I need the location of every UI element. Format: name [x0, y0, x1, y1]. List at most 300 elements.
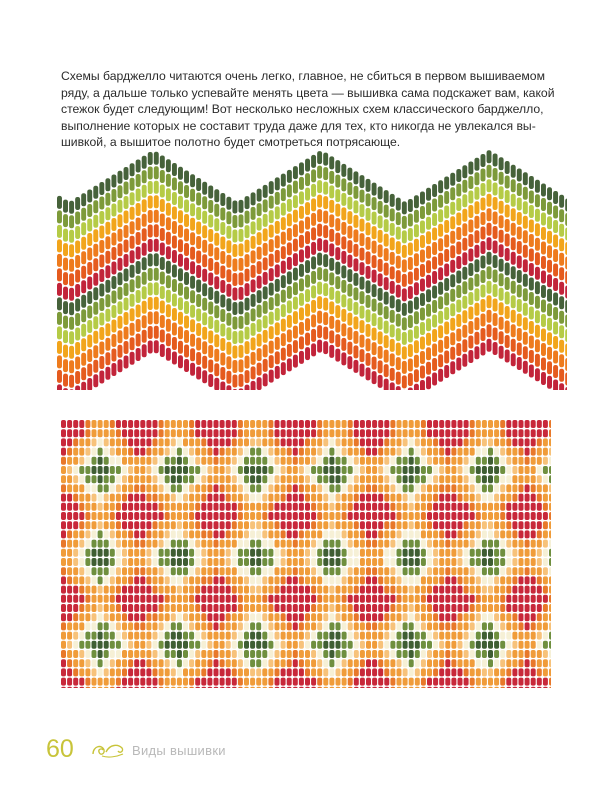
diamond-stitch	[464, 420, 469, 428]
diamond-stitch	[189, 567, 194, 575]
diamond-stitch	[494, 632, 499, 640]
diamond-stitch	[275, 475, 280, 483]
diamond-stitch	[134, 604, 139, 612]
diamond-stitch	[232, 530, 237, 538]
diamond-stitch	[500, 659, 505, 667]
diamond-stitch	[439, 604, 444, 612]
diamond-stitch	[366, 457, 371, 465]
diamond-stitch	[140, 622, 145, 630]
diamond-stitch	[67, 659, 72, 667]
diamond-stitch	[323, 540, 328, 548]
chevron-stitch	[481, 256, 486, 269]
diamond-stitch	[427, 503, 432, 511]
diamond-stitch	[470, 576, 475, 584]
diamond-stitch	[207, 466, 212, 474]
chevron-stitch	[505, 175, 510, 188]
diamond-stitch	[512, 576, 517, 584]
diamond-stitch	[360, 567, 365, 575]
diamond-stitch	[360, 558, 365, 566]
diamond-stitch	[519, 576, 524, 584]
diamond-stitch	[79, 567, 84, 575]
diamond-stitch	[470, 503, 475, 511]
chevron-stitch	[499, 172, 504, 185]
diamond-stitch	[293, 429, 298, 437]
diamond-stitch	[445, 687, 450, 688]
diamond-stitch	[189, 641, 194, 649]
chevron-stitch	[408, 388, 413, 390]
diamond-stitch	[525, 549, 530, 557]
diamond-stitch	[506, 503, 511, 511]
chevron-stitch	[547, 187, 552, 200]
diamond-stitch	[348, 475, 353, 483]
diamond-stitch	[366, 429, 371, 437]
diamond-stitch	[397, 595, 402, 603]
chevron-stitch	[142, 185, 147, 198]
diamond-stitch	[153, 512, 158, 520]
chevron-stitch	[263, 344, 268, 357]
chevron-stitch	[142, 199, 147, 212]
chevron-stitch	[541, 358, 546, 371]
chevron-stitch	[257, 363, 262, 376]
diamond-stitch	[470, 530, 475, 538]
chevron-stitch	[81, 280, 86, 293]
chevron-stitch	[553, 322, 558, 335]
chevron-stitch	[281, 261, 286, 274]
diamond-stitch	[268, 650, 273, 658]
chevron-stitch	[305, 217, 310, 230]
diamond-stitch	[512, 558, 517, 566]
diamond-stitch	[195, 668, 200, 676]
diamond-stitch	[403, 576, 408, 584]
diamond-stitch	[146, 438, 151, 446]
diamond-stitch	[189, 512, 194, 520]
diamond-stitch	[299, 576, 304, 584]
chevron-stitch	[462, 194, 467, 207]
diamond-stitch	[445, 678, 450, 686]
diamond-stitch	[79, 512, 84, 520]
diamond-stitch	[372, 576, 377, 584]
chevron-stitch	[269, 239, 274, 252]
diamond-stitch	[226, 668, 231, 676]
diamond-stitch	[506, 650, 511, 658]
diamond-stitch	[122, 420, 127, 428]
diamond-stitch	[427, 438, 432, 446]
chevron-stitch	[87, 190, 92, 203]
diamond-stitch	[85, 641, 90, 649]
chevron-stitch	[353, 244, 358, 257]
diamond-stitch	[519, 687, 524, 688]
diamond-stitch	[348, 567, 353, 575]
diamond-stitch	[494, 687, 499, 688]
diamond-stitch	[293, 650, 298, 658]
chevron-stitch	[523, 332, 528, 345]
chevron-stitch	[432, 184, 437, 197]
diamond-stitch	[525, 687, 530, 688]
diamond-stitch	[470, 604, 475, 612]
diamond-stitch	[287, 494, 292, 502]
diamond-stitch	[543, 650, 548, 658]
diamond-stitch	[79, 595, 84, 603]
diamond-stitch	[165, 438, 170, 446]
diamond-stitch	[214, 659, 219, 667]
diamond-stitch	[183, 484, 188, 492]
chevron-stitch	[360, 190, 365, 203]
chevron-stitch	[148, 312, 153, 325]
diamond-stitch	[543, 604, 548, 612]
diamond-stitch	[262, 429, 267, 437]
chevron-stitch	[239, 287, 244, 300]
diamond-stitch	[470, 448, 475, 456]
diamond-stitch	[67, 438, 72, 446]
chevron-stitch	[565, 387, 567, 390]
diamond-stitch	[421, 466, 426, 474]
diamond-stitch	[189, 448, 194, 456]
diamond-stitch	[116, 678, 121, 686]
chevron-stitch	[239, 345, 244, 358]
chevron-stitch	[541, 300, 546, 313]
diamond-stitch	[372, 632, 377, 640]
diamond-stitch	[323, 613, 328, 621]
diamond-stitch	[427, 632, 432, 640]
diamond-stitch	[67, 632, 72, 640]
diamond-stitch	[427, 650, 432, 658]
diamond-stitch	[549, 457, 551, 465]
chevron-stitch	[154, 210, 159, 223]
diamond-stitch	[220, 521, 225, 529]
diamond-stitch	[464, 595, 469, 603]
diamond-stitch	[488, 659, 493, 667]
chevron-stitch	[444, 351, 449, 364]
diamond-stitch	[366, 466, 371, 474]
diamond-stitch	[262, 613, 267, 621]
diamond-stitch	[214, 512, 219, 520]
diamond-stitch	[134, 632, 139, 640]
diamond-stitch	[140, 429, 145, 437]
diamond-stitch	[445, 632, 450, 640]
diamond-stitch	[476, 650, 481, 658]
chevron-stitch	[317, 267, 322, 280]
diamond-stitch	[171, 540, 176, 548]
diamond-stitch	[177, 521, 182, 529]
diamond-stitch	[543, 503, 548, 511]
diamond-stitch	[384, 438, 389, 446]
diamond-stitch	[61, 687, 66, 688]
diamond-stitch	[110, 448, 115, 456]
chevron-stitch	[184, 214, 189, 227]
chevron-stitch	[226, 284, 231, 297]
diamond-stitch	[207, 567, 212, 575]
diamond-stitch	[506, 484, 511, 492]
diamond-stitch	[287, 549, 292, 557]
diamond-stitch	[116, 595, 121, 603]
diamond-stitch	[439, 503, 444, 511]
diamond-stitch	[67, 530, 72, 538]
diamond-stitch	[299, 641, 304, 649]
chevron-stitch	[196, 236, 201, 249]
diamond-stitch	[67, 558, 72, 566]
diamond-stitch	[171, 595, 176, 603]
chevron-stitch	[402, 361, 407, 374]
diamond-stitch	[98, 512, 103, 520]
chevron-stitch	[305, 231, 310, 244]
diamond-stitch	[79, 448, 84, 456]
diamond-stitch	[384, 549, 389, 557]
diamond-stitch	[85, 567, 90, 575]
diamond-stitch	[116, 494, 121, 502]
diamond-stitch	[415, 549, 420, 557]
diamond-stitch	[415, 438, 420, 446]
diamond-stitch	[250, 659, 255, 667]
chevron-stitch	[438, 224, 443, 237]
diamond-stitch	[409, 549, 414, 557]
diamond-stitch	[104, 576, 109, 584]
chevron-stitch	[299, 336, 304, 349]
diamond-stitch	[488, 668, 493, 676]
diamond-stitch	[531, 494, 536, 502]
chevron-stitch	[444, 322, 449, 335]
chevron-stitch	[432, 213, 437, 226]
diamond-stitch	[207, 659, 212, 667]
diamond-stitch	[268, 530, 273, 538]
diamond-stitch	[262, 604, 267, 612]
chevron-stitch	[208, 244, 213, 257]
chevron-stitch	[75, 284, 80, 297]
diamond-stitch	[403, 558, 408, 566]
diamond-stitch	[500, 558, 505, 566]
diamond-stitch	[73, 678, 78, 686]
diamond-stitch	[153, 558, 158, 566]
diamond-stitch	[390, 540, 395, 548]
diamond-stitch	[342, 484, 347, 492]
chevron-stitch	[293, 311, 298, 324]
diamond-stitch	[134, 595, 139, 603]
diamond-stitch	[372, 678, 377, 686]
chevron-stitch	[517, 241, 522, 254]
diamond-stitch	[128, 484, 133, 492]
chevron-stitch	[57, 283, 62, 296]
diamond-stitch	[549, 641, 551, 649]
chevron-stitch	[547, 274, 552, 287]
chevron-stitch	[87, 378, 92, 390]
diamond-stitch	[220, 632, 225, 640]
chevron-stitch	[450, 361, 455, 374]
diamond-stitch	[354, 604, 359, 612]
diamond-stitch	[372, 558, 377, 566]
diamond-stitch	[238, 475, 243, 483]
diamond-stitch	[329, 521, 334, 529]
chevron-stitch	[468, 176, 473, 189]
diamond-stitch	[488, 521, 493, 529]
diamond-stitch	[201, 632, 206, 640]
chevron-stitch	[541, 314, 546, 327]
diamond-stitch	[336, 576, 341, 584]
diamond-stitch	[336, 484, 341, 492]
chevron-stitch	[239, 388, 244, 390]
chevron-stitch	[517, 183, 522, 196]
diamond-stitch	[250, 540, 255, 548]
diamond-stitch	[384, 622, 389, 630]
chevron-stitch	[505, 335, 510, 348]
chevron-stitch	[517, 313, 522, 326]
diamond-stitch	[268, 613, 273, 621]
diamond-stitch	[336, 567, 341, 575]
diamond-stitch	[470, 567, 475, 575]
chevron-stitch	[87, 219, 92, 232]
diamond-stitch	[409, 521, 414, 529]
diamond-stitch	[482, 503, 487, 511]
diamond-stitch	[128, 613, 133, 621]
diamond-stitch	[519, 466, 524, 474]
diamond-stitch	[543, 641, 548, 649]
chevron-stitch	[360, 262, 365, 275]
diamond-stitch	[128, 457, 133, 465]
diamond-stitch	[110, 530, 115, 538]
diamond-stitch	[354, 512, 359, 520]
chevron-stitch	[462, 281, 467, 294]
diamond-stitch	[189, 687, 194, 688]
diamond-stitch	[159, 530, 164, 538]
diamond-stitch	[427, 484, 432, 492]
chevron-stitch	[559, 340, 564, 353]
diamond-stitch	[336, 503, 341, 511]
diamond-stitch	[116, 668, 121, 676]
diamond-stitch	[134, 466, 139, 474]
chevron-stitch	[196, 280, 201, 293]
diamond-stitch	[250, 420, 255, 428]
diamond-stitch	[171, 530, 176, 538]
diamond-stitch	[128, 641, 133, 649]
diamond-stitch	[140, 466, 145, 474]
diamond-stitch	[360, 668, 365, 676]
chevron-stitch	[220, 295, 225, 308]
diamond-stitch	[201, 576, 206, 584]
diamond-stitch	[98, 540, 103, 548]
diamond-stitch	[512, 659, 517, 667]
chevron-stitch	[81, 367, 86, 380]
diamond-stitch	[287, 521, 292, 529]
chevron-stitch	[481, 169, 486, 182]
chevron-stitch	[353, 215, 358, 228]
diamond-stitch	[348, 448, 353, 456]
chevron-stitch	[438, 267, 443, 280]
chevron-stitch	[474, 201, 479, 214]
chevron-stitch	[111, 233, 116, 246]
chevron-stitch	[420, 279, 425, 292]
chevron-stitch	[311, 256, 316, 269]
diamond-stitch	[67, 687, 72, 688]
diamond-stitch	[506, 641, 511, 649]
diamond-stitch	[427, 613, 432, 621]
diamond-stitch	[464, 549, 469, 557]
chevron-stitch	[408, 228, 413, 241]
chevron-stitch	[378, 230, 383, 243]
diamond-stitch	[92, 613, 97, 621]
diamond-stitch	[329, 678, 334, 686]
diamond-stitch	[159, 540, 164, 548]
diamond-stitch	[98, 484, 103, 492]
diamond-stitch	[268, 586, 273, 594]
diamond-stitch	[287, 420, 292, 428]
diamond-stitch	[439, 595, 444, 603]
chevron-stitch	[517, 270, 522, 283]
chevron-stitch	[553, 307, 558, 320]
chevron-stitch	[63, 388, 68, 390]
chevron-stitch	[402, 201, 407, 214]
diamond-stitch	[397, 512, 402, 520]
chevron-stitch	[347, 298, 352, 311]
diamond-stitch	[537, 457, 542, 465]
chevron-stitch	[499, 302, 504, 315]
diamond-stitch	[214, 622, 219, 630]
diamond-stitch	[207, 420, 212, 428]
diamond-stitch	[220, 457, 225, 465]
chevron-stitch	[81, 237, 86, 250]
chevron-stitch	[214, 189, 219, 202]
chevron-stitch	[432, 373, 437, 386]
diamond-stitch	[366, 503, 371, 511]
diamond-stitch	[512, 475, 517, 483]
diamond-stitch	[464, 429, 469, 437]
diamond-stitch	[311, 429, 316, 437]
diamond-stitch	[537, 494, 542, 502]
diamond-stitch	[256, 659, 261, 667]
chevron-stitch	[420, 351, 425, 364]
chevron-stitch	[444, 278, 449, 291]
diamond-stitch	[134, 530, 139, 538]
chevron-stitch	[523, 187, 528, 200]
diamond-stitch	[207, 576, 212, 584]
diamond-stitch	[281, 668, 286, 676]
diamond-stitch	[336, 540, 341, 548]
diamond-stitch	[329, 576, 334, 584]
diamond-stitch	[201, 494, 206, 502]
chevron-stitch	[166, 188, 171, 201]
chevron-stitch	[148, 326, 153, 339]
diamond-stitch	[153, 567, 158, 575]
chevron-stitch	[63, 330, 68, 343]
chevron-stitch	[444, 365, 449, 378]
diamond-stitch	[238, 650, 243, 658]
diamond-stitch	[177, 650, 182, 658]
diamond-stitch	[451, 484, 456, 492]
diamond-stitch	[427, 512, 432, 520]
chevron-stitch	[335, 175, 340, 188]
diamond-stitch	[329, 613, 334, 621]
diamond-stitch	[348, 420, 353, 428]
diamond-stitch	[451, 650, 456, 658]
diamond-stitch	[311, 604, 316, 612]
diamond-stitch	[140, 632, 145, 640]
diamond-stitch	[110, 512, 115, 520]
diamond-stitch	[360, 466, 365, 474]
diamond-stitch	[116, 576, 121, 584]
chevron-stitch	[63, 229, 68, 242]
chevron-stitch	[69, 244, 74, 257]
diamond-stitch	[354, 632, 359, 640]
chevron-stitch	[366, 222, 371, 235]
diamond-stitch	[153, 595, 158, 603]
diamond-stitch	[238, 567, 243, 575]
diamond-stitch	[128, 521, 133, 529]
diamond-stitch	[171, 576, 176, 584]
diamond-stitch	[67, 484, 72, 492]
chevron-stitch	[529, 263, 534, 276]
diamond-stitch	[409, 659, 414, 667]
diamond-stitch	[268, 466, 273, 474]
diamond-stitch	[79, 429, 84, 437]
diamond-stitch	[79, 613, 84, 621]
diamond-stitch	[98, 567, 103, 575]
